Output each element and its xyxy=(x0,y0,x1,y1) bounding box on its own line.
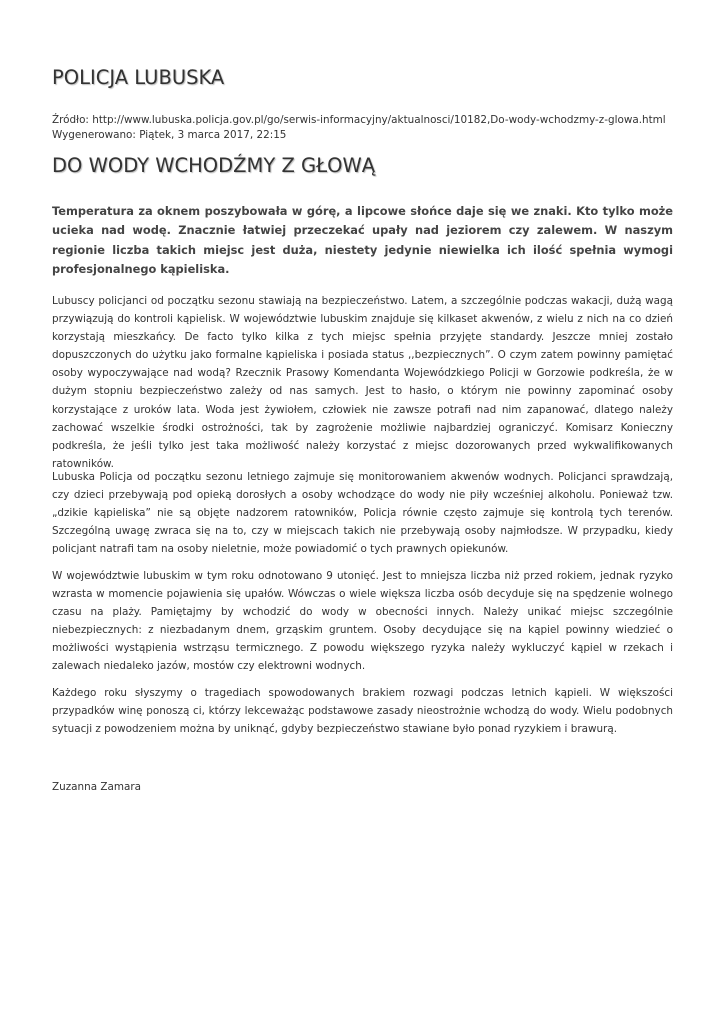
article-paragraph-3: W województwie lubuskim w tym roku odnotowano 9 utonięć. Jest to mniejsza liczba niż przed rokiem, jednak ryzyko wzrasta w momencie pojawienia się upałów. Wówczas o wiele większa liczba osób decyduje się na spędzenie wolnego czasu na plaży. Pamiętajmy by wchodzić do wody w obecności innych. Należy unikać miejsc szczególnie niebezpiecznych: z niezbadanym dnem, grząskim gruntem. Osoby decydujące się na kąpiel powinny wiedzieć o możliwości wystąpienia wstrząsu termicznego. Z powodu większego ryzyka należy wykluczyć kąpiel w rzekach i zalewach niedaleko jazów, mostów czy elektrowni wodnych. xyxy=(52,570,673,673)
article-paragraph-2: Lubuska Policja od początku sezonu letniego zajmuje się monitorowaniem akwenów wodnych. Policjanci sprawdzają, czy dzieci przebywają pod opieką dorosłych a osoby wchodzące do wody nie piły wcześniej alkoholu. Ponieważ tzw. „dzikie kąpieliska” nie są objęte nadzorem ratowników, Policja równie często zajmuje się kontrolą tych terenów. Szczególną uwagę zwraca się na to, czy w miejscach takich nie przebywają osoby najmłodsze. W przypadku, kiedy policjant natrafi tam na osoby nieletnie, może powiadomić o tych prawnych opiekunów. xyxy=(52,471,673,556)
article-author: Zuzanna Zamara xyxy=(52,781,141,793)
article-lead: Temperatura za oknem poszybowała w górę, a lipcowe słońce daje się we znaki. Kto tylko może ucieka nad wodę. Znacznie łatwiej przeczekać upały nad jeziorem czy zalewem. W naszym regionie liczba takich miejsc jest duża, niestety jedynie niewielka ich ilość spełnia wymogi profesjonalnego kąpieliska. xyxy=(52,204,673,277)
article-title: DO WODY WCHODŹMY Z GŁOWĄ xyxy=(52,154,376,177)
document-meta xyxy=(52,113,666,143)
article-paragraph-4: Każdego roku słyszymy o tragediach spowodowanych brakiem rozwagi podczas letnich kąpieli. W większości przypadków winę ponoszą ci, którzy lekceważąc podstawowe zasady nieostrożnie wchodzą do wody. Wielu podobnych sytuacji z powodzeniem można by uniknąć, gdyby bezpieczeństwo stawiane było ponad ryzykiem i brawurą. xyxy=(52,687,673,736)
article-paragraph-1: Lubuscy policjanci od początku sezonu stawiają na bezpieczeństwo. Latem, a szczególnie podczas wakacji, dużą wagą przywiązują do kontroli kąpielisk. W województwie lubuskim znajduje się kilkaset akwenów, z wielu z nich na co dzień korzystają mieszkańcy. De facto tylko kilka z tych miejsc spełnia przyjęte standardy. Jeszcze mniej zostało dopuszczonych do użytku jako formalne kąpieliska i posiada status ,,bezpiecznych”. O czym zatem powinny pamiętać osoby wypoczywające nad wodą? Rzecznik Prasowy Komendanta Wojewódzkiego Policji w Gorzowie podkreśla, że w dużym stopniu bezpieczeństwo zależy od nas samych. Jest to hasło, o którym nie powinny zapominać osoby korzystające z uroków lata. Woda jest żywiołem, człowiek nie zawsze potrafi nad nim zapanować, dlatego należy zachować wszelkie środki ostrożności, tak by zagrożenie możliwie najbardziej ograniczyć. Komisarz Konieczny podkreśla, że jeśli tylko jest taka możliwość należy korzystać z miejsc dozorowanych przed wykwalifikowanych ratowników. xyxy=(52,295,673,470)
generated-date: Wygenerowano: Piątek, 3 marca 2017, 22:15 xyxy=(52,129,287,141)
site-title: POLICJA LUBUSKA xyxy=(52,66,225,89)
source-url: Źródło: http://www.lubuska.policja.gov.pl/go/serwis-informacyjny/aktualnosci/10182,Do-wody-wchodzmy-z-glowa.html xyxy=(52,114,666,126)
